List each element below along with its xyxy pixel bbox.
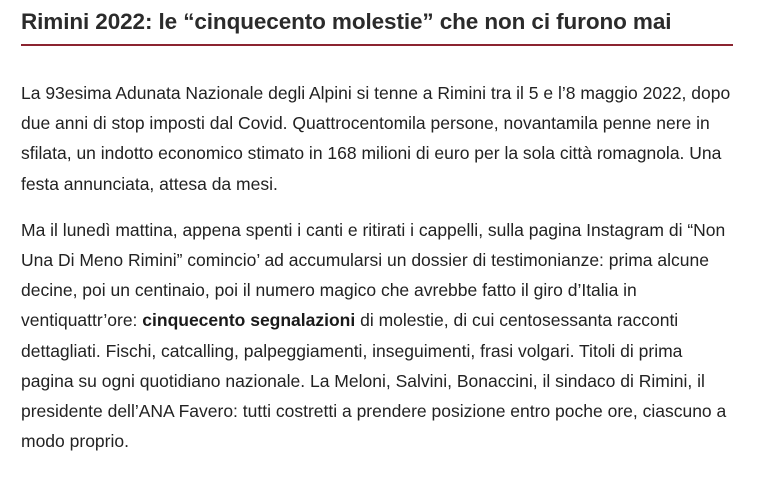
highlighted-phrase: cinquecento segnalazioni bbox=[142, 310, 356, 331]
paragraph-2-text-start: Ma il lunedì mattina, appena spenti i canti e ritirati i cappelli, sulla pagina Instagram di “Non Una Di Meno Rimini” comincio’ ad accumularsi un dossier di testimonianze: prima alcune decine, poi un centinaio, poi il numero magico che avrebbe fatto il giro d’Italia in ventiquattr’ore: bbox=[21, 219, 726, 331]
title-divider bbox=[21, 44, 733, 46]
article bbox=[21, 0, 737, 456]
article-title: Rimini 2022: le “cinquecento molestie” che non ci furono mai bbox=[21, 9, 672, 34]
article-paragraph-1: La 93esima Adunata Nazionale degli Alpini si tenne a Rimini tra il 5 e l’8 maggio 2022, dopo due anni di stop imposti dal Covid. Quattrocentomila persone, novantamila penne nere in sfilata, un indotto economico stimato in 168 milioni di euro per la sola città romagnola. Una festa annunciata, attesa da mesi. bbox=[21, 83, 731, 194]
paragraph-2-text-end: di molestie, di cui centosessanta racconti dettagliati. Fischi, catcalling, palpeggiamenti, inseguimenti, frasi volgari. Titoli di prima pagina su ogni quotidiano nazionale. La Meloni, Salvini, Bonaccini, il sindaco di Rimini, il presidente dell’ANA Favero: tutti costretti a prendere posizione entro poche ore, ciascuno a modo proprio. bbox=[21, 310, 727, 452]
article-paragraph-2 bbox=[21, 215, 733, 457]
